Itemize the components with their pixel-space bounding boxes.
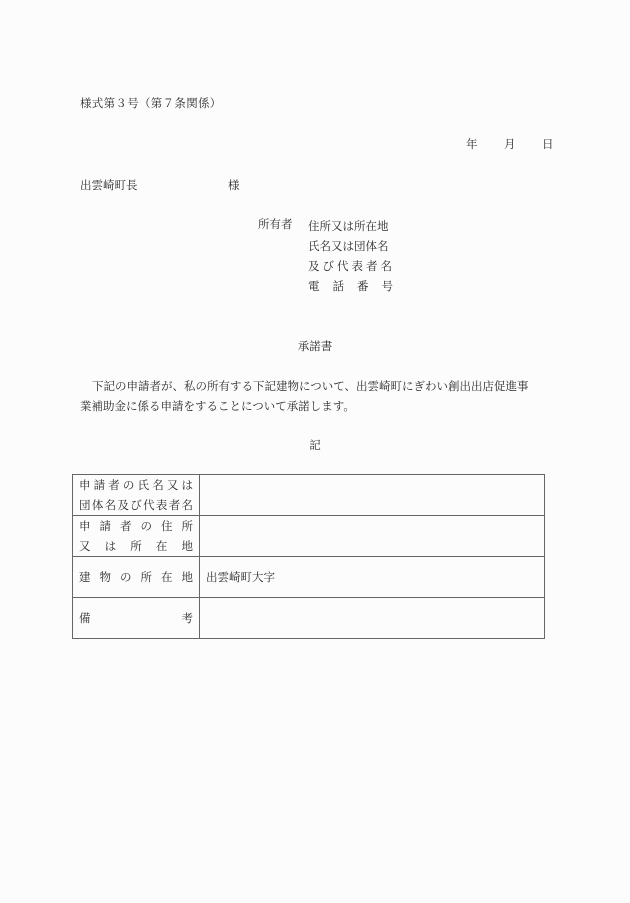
label-char: の (122, 478, 135, 492)
label-char: の (140, 519, 152, 533)
label-line (79, 495, 193, 515)
label-line (79, 608, 193, 628)
label-char: 団 (79, 498, 91, 512)
label-char: 請 (99, 519, 111, 533)
ki-heading: 記 (309, 438, 321, 452)
table-row-applicant-address (73, 516, 545, 557)
date-month-label: 月 (504, 137, 516, 151)
label-char: 代 (143, 498, 155, 512)
label-char: 地 (181, 570, 193, 584)
label-char: 在 (155, 539, 168, 553)
label-char: 者 (108, 478, 120, 492)
label-char: 所 (181, 519, 193, 533)
label-line (79, 567, 193, 587)
remarks-label (73, 598, 200, 639)
form-number: 様式第３号（第７条関係） (80, 96, 222, 110)
label-char: 体 (91, 498, 104, 512)
label-char: 又 (166, 478, 179, 492)
label-char: 地 (181, 539, 193, 553)
building-location-value[interactable]: 出雲崎町大字 (200, 557, 545, 598)
owner-fields (308, 216, 406, 296)
label-char: 者 (120, 519, 132, 533)
label-char: 考 (181, 611, 193, 625)
owner-name-label: 氏名又は団体名 (308, 239, 389, 253)
date-line (466, 136, 554, 152)
label-char: 住 (161, 519, 173, 533)
label-char: 又 (79, 539, 91, 553)
building-location-label (73, 557, 200, 598)
label-char: 表 (155, 498, 168, 512)
label-char: 申 (79, 519, 91, 533)
applicant-address-value[interactable] (200, 516, 545, 557)
label-char: 名 (152, 478, 164, 492)
label-char: 者 (168, 498, 181, 512)
label-char: 所 (140, 570, 152, 584)
label-line (79, 475, 193, 495)
applicant-name-value[interactable] (200, 475, 545, 516)
label-char: の (120, 570, 132, 584)
owner-phone-label: 電話番号 (308, 279, 406, 293)
applicant-name-label (73, 475, 200, 516)
addressee-honorific: 様 (228, 178, 240, 192)
label-char: は (181, 478, 193, 492)
date-day-label: 日 (542, 137, 554, 151)
label-char: 在 (161, 570, 173, 584)
table-row-remarks (73, 598, 545, 639)
label-char: は (104, 539, 117, 553)
details-table (72, 474, 545, 639)
remarks-value[interactable] (200, 598, 545, 639)
label-char: 名 (104, 498, 117, 512)
addressee-name: 出雲崎町長 (80, 178, 138, 192)
document-title: 承諾書 (297, 339, 333, 353)
label-char: 請 (93, 478, 106, 492)
consent-body-line-2: 業補助金に係る申請をすることについて承諾します。 (80, 399, 355, 413)
table-row-building-location (73, 557, 545, 598)
label-char: 及 (117, 498, 129, 512)
date-year-label: 年 (466, 137, 478, 151)
consent-body (80, 376, 550, 416)
label-char: 名 (181, 498, 193, 512)
label-char: 所 (130, 539, 142, 553)
label-char: 申 (79, 478, 91, 492)
applicant-address-label (73, 516, 200, 557)
table-row-applicant-name (73, 475, 545, 516)
label-char: 氏 (137, 478, 150, 492)
label-char: 物 (99, 570, 111, 584)
consent-body-line-1: 下記の申請者が、私の所有する下記建物について、出雲崎町にぎわい創出出店促進事 (92, 379, 529, 393)
label-line (79, 536, 193, 556)
owner-address-label: 住所又は所在地 (308, 219, 389, 233)
owner-representative-label: 及び代表者名 (308, 259, 395, 273)
owner-label: 所有者 (258, 217, 293, 231)
label-line (79, 516, 193, 536)
label-char: び (130, 498, 142, 512)
label-char: 備 (79, 611, 91, 625)
label-char: 建 (79, 570, 91, 584)
